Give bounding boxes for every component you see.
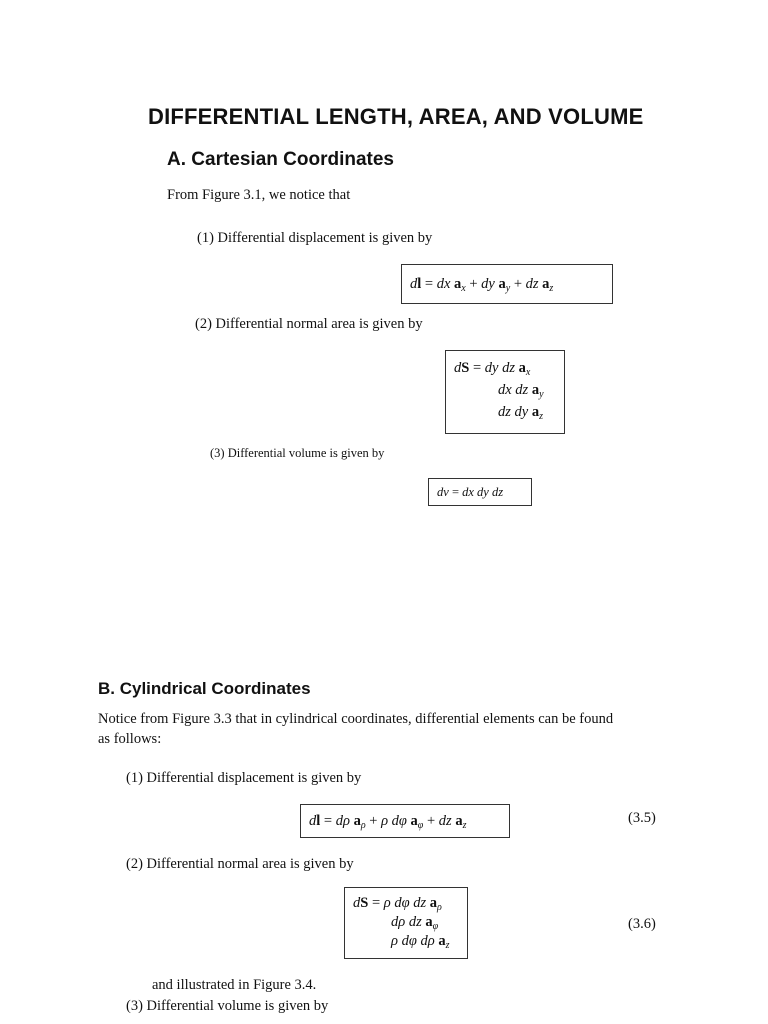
equation-cylindrical-ds-1: dS = ρ dφ dz $a_\rho$ [353, 895, 442, 913]
equation-cartesian-ds-3: dz dy $a_z$ [498, 404, 543, 422]
section-a-item-1: (1) Differential displacement is given by [197, 230, 433, 246]
section-b-item-1: (1) Differential displacement is given by [126, 770, 362, 786]
section-b-item-3: (3) Differential volume is given by [126, 998, 329, 1014]
equation-cartesian-dv: dv = dx dy dz [437, 485, 504, 499]
equation-box-cartesian-dl [401, 264, 613, 304]
section-heading-cartesian: A. Cartesian Coordinates [167, 149, 394, 170]
equation-cartesian-dl: dl = dx $a_x$ + dy $a_y$ + dz $a_z$ [410, 276, 554, 294]
equation-box-cylindrical-ds [344, 887, 468, 959]
section-b-intro-line-2: as follows: [98, 731, 162, 747]
equation-cylindrical-ds-2: dρ dz $a_\varphi$ [391, 914, 439, 932]
section-a-item-2: (2) Differential normal area is given by [195, 316, 423, 332]
equation-cylindrical-dl: dl = dρ $a_\rho + \rho$ dφ $a_\varphi$ + dz $a_z$ [309, 813, 467, 831]
equation-cartesian-ds-2: dx dz $a_y$ [498, 382, 544, 400]
equation-number-3-5: (3.5) [628, 810, 656, 826]
section-heading-cylindrical: B. Cylindrical Coordinates [98, 679, 311, 698]
section-b-illustrated-note: and illustrated in Figure 3.4. [152, 977, 317, 993]
equation-number-3-6: (3.6) [628, 916, 656, 932]
equation-cartesian-ds-1: dS = dy dz $a_x$ [454, 360, 531, 378]
section-b-intro-line-1: Notice from Figure 3.3 that in cylindrical coordinates, differential elements can be found [98, 711, 614, 727]
section-b-item-2: (2) Differential normal area is given by [126, 856, 354, 872]
section-a-intro: From Figure 3.1, we notice that [167, 187, 351, 203]
page-title: DIFFERENTIAL LENGTH, AREA, AND VOLUME [148, 104, 644, 129]
equation-cylindrical-ds-3: ρ dφ dρ $a_z$ [391, 933, 450, 951]
equation-box-cartesian-dv [428, 478, 532, 506]
equation-box-cylindrical-dl [300, 804, 510, 838]
equation-box-cartesian-ds [445, 350, 565, 434]
section-a-item-3: (3) Differential volume is given by [210, 446, 385, 460]
